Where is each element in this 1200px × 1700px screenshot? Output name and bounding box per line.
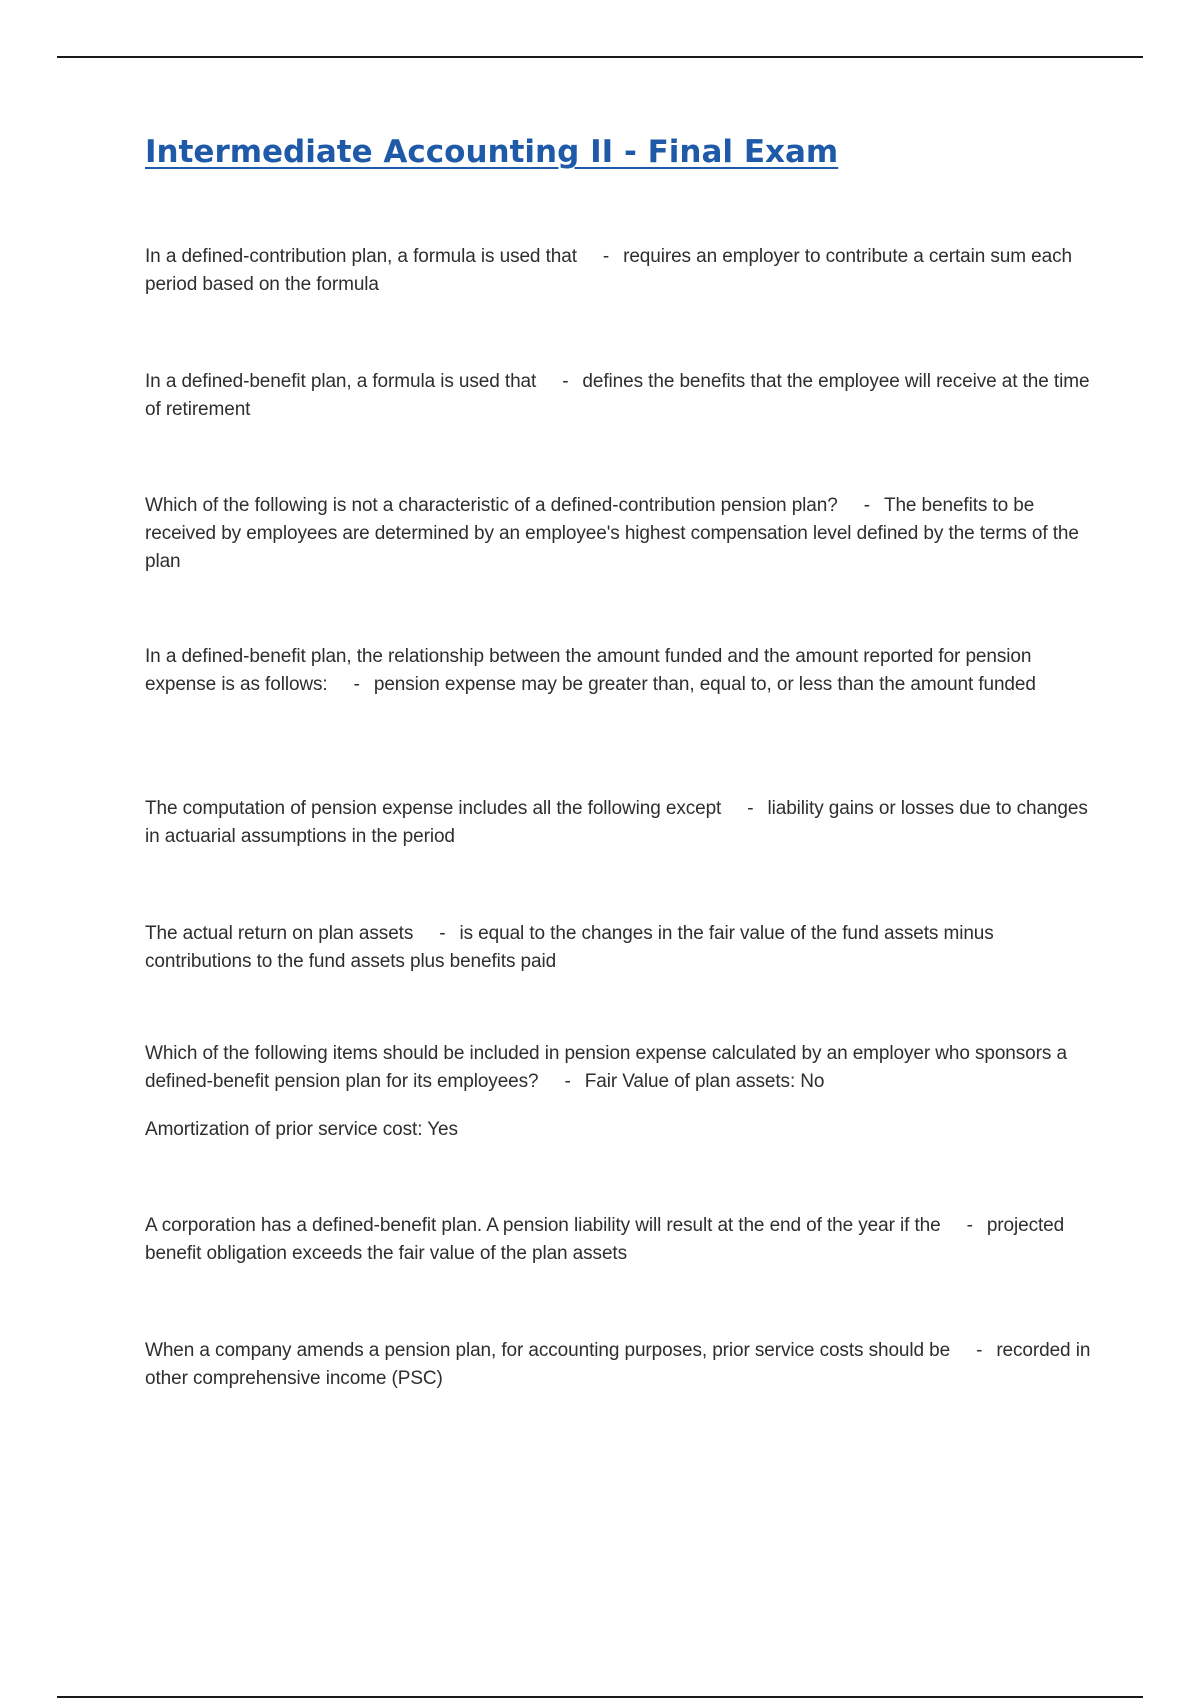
qa-separator: - (562, 371, 569, 392)
top-divider (57, 56, 1143, 58)
qa-separator: - (564, 1071, 571, 1092)
answer-text: is equal to the changes in the fair value of the fund assets minus contributions to the fund assets plus benefits paid (145, 923, 994, 972)
answer-text: The benefits to be received by employees are determined by an employee's highest compensation level defined by the terms of the plan (145, 495, 1079, 572)
question-text: In a defined-benefit plan, a formula is used that (145, 371, 537, 392)
question-text: The computation of pension expense includes all the following except (145, 798, 722, 819)
qa-item (145, 795, 1095, 851)
qa-separator: - (976, 1340, 983, 1361)
answer-extra-text: Amortization of prior service cost: Yes (145, 1119, 458, 1140)
answer-text: defines the benefits that the employee will receive at the time of retirement (145, 371, 1090, 420)
qa-item (145, 920, 1095, 976)
qa-item (145, 643, 1095, 699)
question-text: Which of the following items should be included in pension expense calculated by an employer who sponsors a defined-benefit pension plan for its employees? (145, 1043, 1067, 1092)
page-title: Intermediate Accounting II - Final Exam (145, 134, 839, 170)
qa-item (145, 243, 1095, 299)
question-text: Which of the following is not a characteristic of a defined-contribution pension plan? (145, 495, 838, 516)
qa-separator: - (966, 1215, 973, 1236)
qa-separator: - (439, 923, 446, 944)
answer-text: projected benefit obligation exceeds the fair value of the plan assets (145, 1215, 1065, 1264)
qa-item (145, 1337, 1095, 1393)
answer-text: requires an employer to contribute a certain sum each period based on the formula (145, 246, 1072, 295)
qa-item (145, 1212, 1095, 1268)
qa-separator: - (353, 674, 360, 695)
answer-text: recorded in other comprehensive income (PSC) (145, 1340, 1091, 1389)
qa-separator: - (602, 246, 610, 267)
qa-item (145, 492, 1095, 576)
answer-text: pension expense may be greater than, equal to, or less than the amount funded (373, 674, 1036, 695)
question-text: In a defined-benefit plan, the relationship between the amount funded and the amount reported for pension expense is as follows: (145, 646, 1032, 695)
question-text: In a defined-contribution plan, a formula is used that (145, 246, 577, 267)
question-text: A corporation has a defined-benefit plan. A pension liability will result at the end of the year if the (145, 1215, 941, 1236)
answer-text: liability gains or losses due to changes in actuarial assumptions in the period (145, 798, 1088, 847)
qa-separator: - (747, 798, 754, 819)
question-text: The actual return on plan assets (145, 923, 414, 944)
question-text: When a company amends a pension plan, for accounting purposes, prior service costs should be (145, 1340, 951, 1361)
qa-item (145, 1040, 1095, 1144)
answer-text: Fair Value of plan assets: No (584, 1071, 825, 1092)
bottom-divider (57, 1696, 1143, 1698)
qa-item (145, 368, 1095, 424)
qa-separator: - (863, 495, 870, 516)
